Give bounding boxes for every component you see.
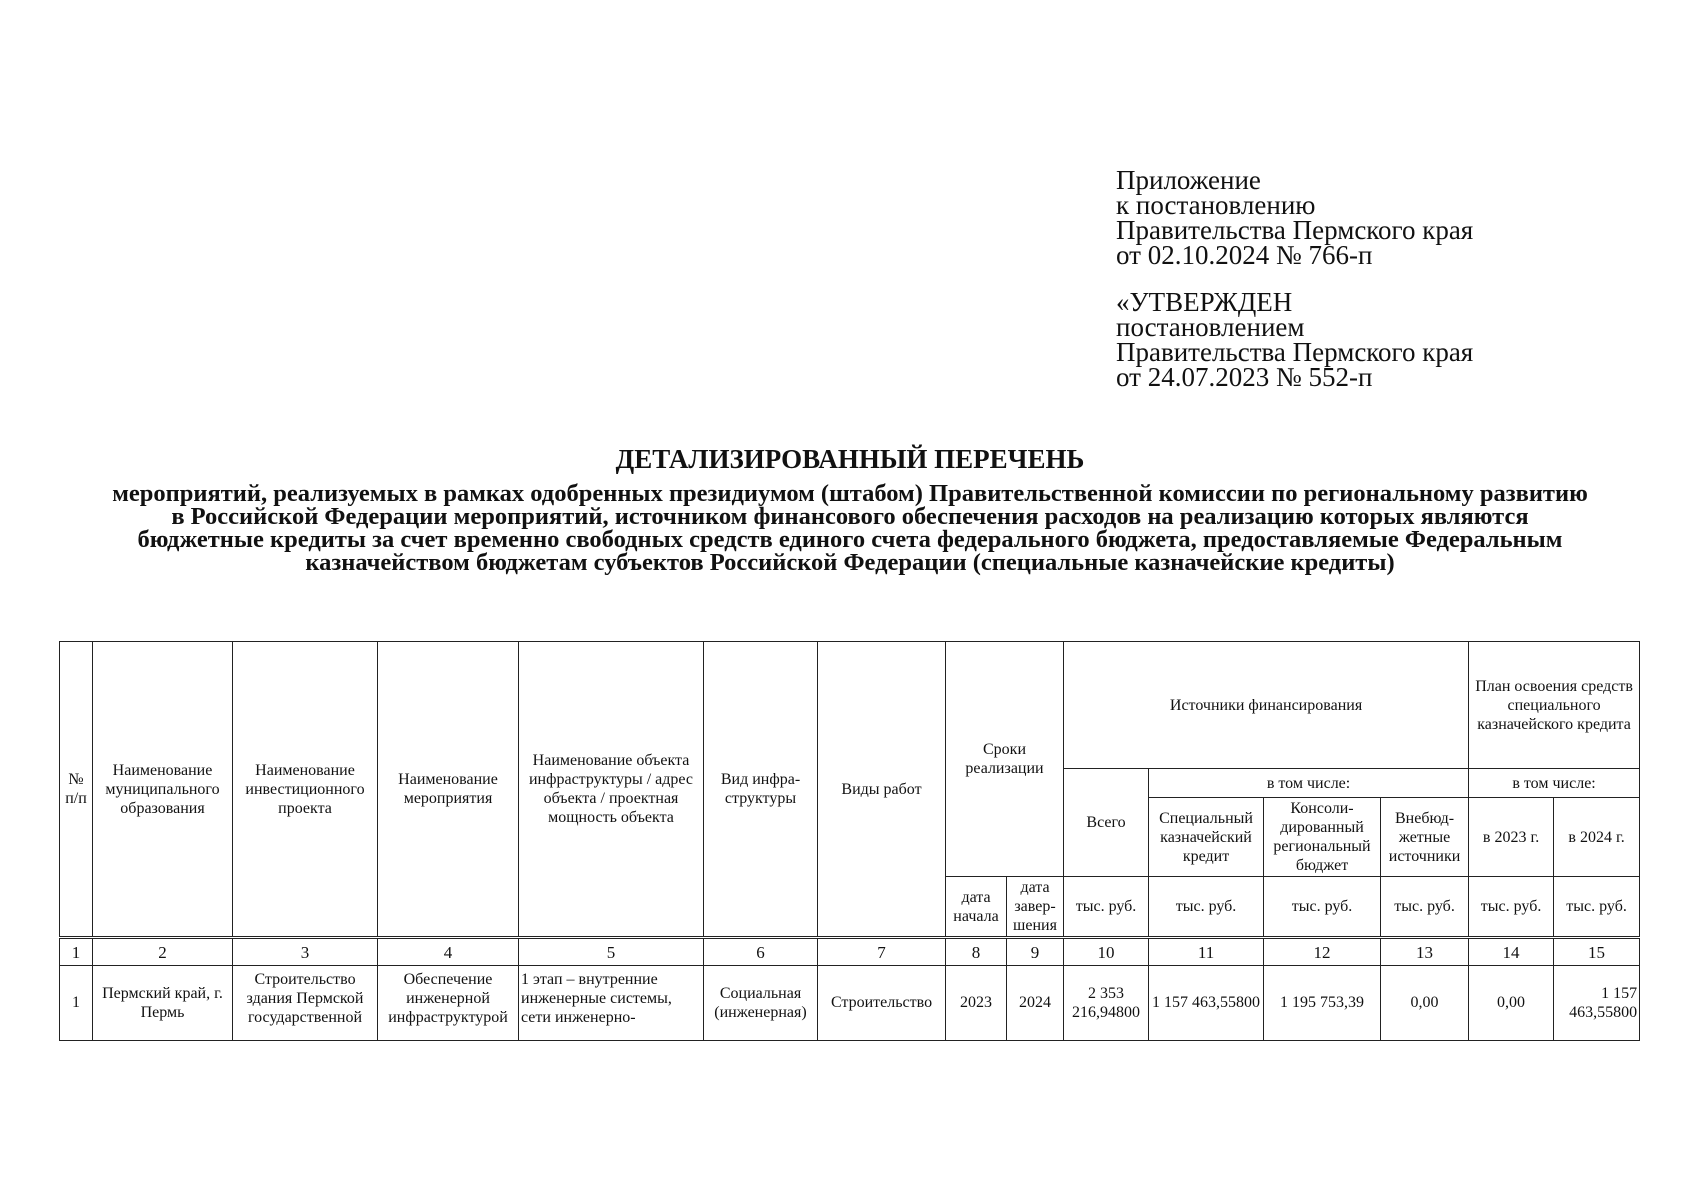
- cell-works: Строительство: [818, 966, 946, 1041]
- header-unit: тыс. руб.: [1469, 877, 1554, 938]
- column-number: 3: [233, 938, 378, 966]
- document-title: ДЕТАЛИЗИРОВАННЫЙ ПЕРЕЧЕНЬ: [615, 444, 1085, 474]
- header-unit: тыс. руб.: [1149, 877, 1264, 938]
- header-infra-type: Вид инфра-структуры: [704, 642, 818, 938]
- header-consolidated: Консоли-дированный региональный бюджет: [1264, 798, 1381, 877]
- header-total: Всего: [1064, 769, 1149, 877]
- header-terms: Сроки реализации: [946, 642, 1064, 877]
- column-number: 5: [519, 938, 704, 966]
- column-number: 6: [704, 938, 818, 966]
- cell-end: 2024: [1007, 966, 1064, 1041]
- approval-line: постановлением: [1116, 312, 1305, 342]
- header-municipality: Наименование муниципального образования: [93, 642, 233, 938]
- cell-num: 1: [60, 966, 93, 1041]
- header-plan-incl: в том числе:: [1469, 769, 1640, 798]
- table-row: [60, 966, 1640, 1041]
- cell-y2024: 1 157 463,55800: [1554, 966, 1640, 1041]
- column-number: 15: [1554, 938, 1640, 966]
- approval-line: от 24.07.2023 № 552-п: [1116, 362, 1373, 392]
- column-number: 2: [93, 938, 233, 966]
- header-num: № п/п: [60, 642, 93, 938]
- column-number: 8: [946, 938, 1007, 966]
- header-object: Наименование объекта инфраструктуры / адрес объекта / проектная мощность объекта: [519, 642, 704, 938]
- column-number: 10: [1064, 938, 1149, 966]
- header-unit: тыс. руб.: [1264, 877, 1381, 938]
- header-unit: тыс. руб.: [1554, 877, 1640, 938]
- column-number: 9: [1007, 938, 1064, 966]
- cell-project: Строительство здания Пермской государственной: [233, 966, 378, 1041]
- approval-line: к постановлению: [1116, 190, 1316, 220]
- approval-line: Правительства Пермского края: [1116, 337, 1474, 367]
- cell-special-credit: 1 157 463,55800: [1149, 966, 1264, 1041]
- header-offbudget: Внебюд-жетные источники: [1381, 798, 1469, 877]
- header-y2024: в 2024 г.: [1554, 798, 1640, 877]
- cell-infra-type: Социальная (инженерная): [704, 966, 818, 1041]
- header-special-credit: Специальный казначейский кредит: [1149, 798, 1264, 877]
- approval-line: «УТВЕРЖДЕН: [1116, 287, 1293, 317]
- header-plan: План освоения средств специального казначейского кредита: [1469, 642, 1640, 769]
- header-end: дата завер-шения: [1007, 877, 1064, 938]
- column-number: 7: [818, 938, 946, 966]
- cell-y2023: 0,00: [1469, 966, 1554, 1041]
- cell-total: 2 353 216,94800: [1064, 966, 1149, 1041]
- approval-line: от 02.10.2024 № 766-п: [1116, 240, 1373, 270]
- measures-table: [59, 641, 1640, 1041]
- header-project: Наименование инвестиционного проекта: [233, 642, 378, 938]
- cell-consolidated: 1 195 753,39: [1264, 966, 1381, 1041]
- approval-line: Приложение: [1116, 165, 1261, 195]
- header-y2023: в 2023 г.: [1469, 798, 1554, 877]
- header-works: Виды работ: [818, 642, 946, 938]
- approval-block: [1116, 165, 1474, 392]
- header-unit: тыс. руб.: [1381, 877, 1469, 938]
- header-incl: в том числе:: [1149, 769, 1469, 798]
- header-sources: Источники финансирования: [1064, 642, 1469, 769]
- cell-measure: Обеспечение инженерной инфраструктурой: [378, 966, 519, 1041]
- header-measure: Наименование мероприятия: [378, 642, 519, 938]
- cell-municipality: Пермский край, г. Пермь: [93, 966, 233, 1041]
- column-number: 1: [60, 938, 93, 966]
- column-number: 12: [1264, 938, 1381, 966]
- column-number: 14: [1469, 938, 1554, 966]
- cell-start: 2023: [946, 966, 1007, 1041]
- cell-offbudget: 0,00: [1381, 966, 1469, 1041]
- document-subtitle: мероприятий, реализуемых в рамках одобренных президиумом (штабом) Правительственной комиссии по региональному развитию в Российской Федерации мероприятий, источником финансового обеспечения расходов на реализацию которых являются бюджетные кредиты за счет временно свободных средств единого счета федерального бюджета, предоставляемые Федеральным казначейством бюджетам субъектов Российской Федерации (специальные казначейские кредиты): [112, 480, 1588, 576]
- header-unit: тыс. руб.: [1064, 877, 1149, 938]
- approval-line: Правительства Пермского края: [1116, 215, 1474, 245]
- header-start: дата начала: [946, 877, 1007, 938]
- column-number: 4: [378, 938, 519, 966]
- column-number: 11: [1149, 938, 1264, 966]
- cell-object: 1 этап – внутренние инженерные системы, сети инженерно-: [519, 966, 704, 1041]
- column-number: 13: [1381, 938, 1469, 966]
